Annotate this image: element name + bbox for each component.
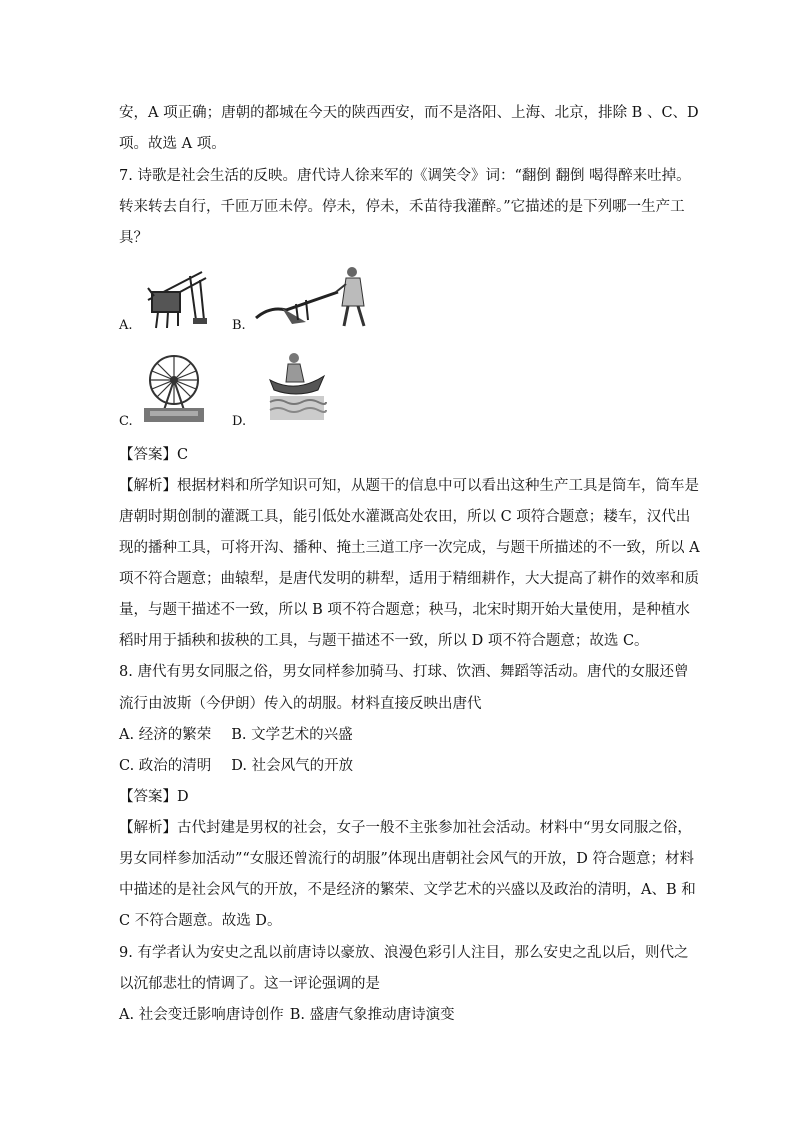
q7-analysis-line-3: 现的播种工具，可将开沟、播种、掩土三道工序一次完成，与题干所描述的不一致，所以 A	[119, 540, 700, 556]
q8-analysis-line-1	[119, 818, 692, 838]
q7-analysis-line-4: 项不符合题意；曲辕犁，是唐代发明的耕犁，适用于精细耕作，大大提高了耕作的效率和质	[119, 571, 699, 587]
q6-text-line-2: 项。故选 A 项。	[119, 136, 226, 152]
q9-option-b: B. 盛唐气象推动唐诗演变	[289, 1007, 455, 1023]
q8-analysis-line-3: 中描述的是社会风气的开放，不是经济的繁荣、文学艺术的兴盛以及政治的清明，A、B 和	[119, 882, 696, 898]
q9-stem-line-1: 9. 有学者认为安史之乱以前唐诗以豪放、浪漫色彩引人注目，那么安史之乱以后，则代之	[119, 945, 689, 961]
q7-option-d-label: D.	[232, 414, 247, 429]
q8-option-a: A. 经济的繁荣	[119, 727, 212, 743]
q7-option-b-label: B.	[232, 318, 246, 333]
q6-text-line-1: 安，A 项正确；唐朝的都城在今天的陕西西安，而不是洛阳、上海、北京，排除 B 、C、D	[119, 105, 699, 121]
q8-options-row-1	[119, 725, 353, 745]
q7-analysis-line-1	[119, 476, 699, 496]
seed-drill-icon	[140, 262, 212, 334]
seedling-boat-icon	[266, 350, 328, 422]
q8-option-b: B. 文学艺术的兴盛	[231, 727, 353, 743]
q8-options-row-2	[119, 756, 353, 776]
q8-answer: 【答案】D	[119, 789, 189, 805]
q7-stem-line-2: 转来转去自行，千匝万匝未停。停未，停未，禾苗待我灌醉。”它描述的是下列哪一生产工	[119, 199, 685, 215]
q7-analysis-head: 【解析】	[119, 478, 177, 494]
q7-option-a-label: A.	[119, 318, 133, 333]
q7-stem-line-1: 7. 诗歌是社会生活的反映。唐代诗人徐来军的《调笑令》词：“翻倒 翻倒 喝得醉来吐掉。	[119, 168, 691, 184]
q8-stem-line-1: 8. 唐代有男女同服之俗，男女同样参加骑马、打球、饮酒、舞蹈等活动。唐代的女服还曾	[119, 664, 689, 680]
q8-analysis-line-2: 男女同样参加活动”“女服还曾流行的胡服”体现出唐朝社会风气的开放，D 符合题意；材料	[119, 851, 694, 867]
q8-analysis-line-4: C 不符合题意。故选 D。	[119, 913, 282, 929]
q9-stem-line-2: 以沉郁悲壮的情调了。这一评论强调的是	[119, 976, 380, 992]
q8-option-d: D. 社会风气的开放	[231, 758, 354, 774]
q8-analysis-head: 【解析】	[119, 820, 177, 836]
q9-option-a: A. 社会变迁影响唐诗创作	[119, 1007, 284, 1023]
q7-analysis-text-1: 根据材料和所学知识可知，从题干的信息中可以看出这种生产工具是筒车，筒车是	[177, 478, 699, 494]
q7-stem-line-3: 具？	[119, 230, 148, 246]
q7-answer: 【答案】C	[119, 447, 189, 463]
q8-analysis-text-1: 古代封建是男权的社会，女子一般不主张参加社会活动。材料中“男女同服之俗，	[177, 820, 692, 836]
q8-option-c: C. 政治的清明	[119, 758, 212, 774]
q7-analysis-line-2: 唐朝时期创制的灌溉工具，能引低处水灌溉高处农田，所以 C 项符合题意；耧车，汉代出	[119, 509, 691, 525]
q9-options-row-1	[119, 1005, 455, 1025]
q7-analysis-line-5: 量，与题干描述不一致，所以 B 项不符合题意；秧马，北宋时期开始大量使用，是种植水	[119, 602, 690, 618]
q8-stem-line-2: 流行由波斯（今伊朗）传入的胡服。材料直接反映出唐代	[119, 696, 482, 712]
q7-option-c-label: C.	[119, 414, 133, 429]
q7-analysis-line-6: 稻时用于插秧和拔秧的工具，与题干描述不一致，所以 D 项不符合题意；故选 C。	[119, 633, 649, 649]
water-wheel-icon	[140, 352, 208, 424]
plough-icon	[252, 262, 370, 332]
